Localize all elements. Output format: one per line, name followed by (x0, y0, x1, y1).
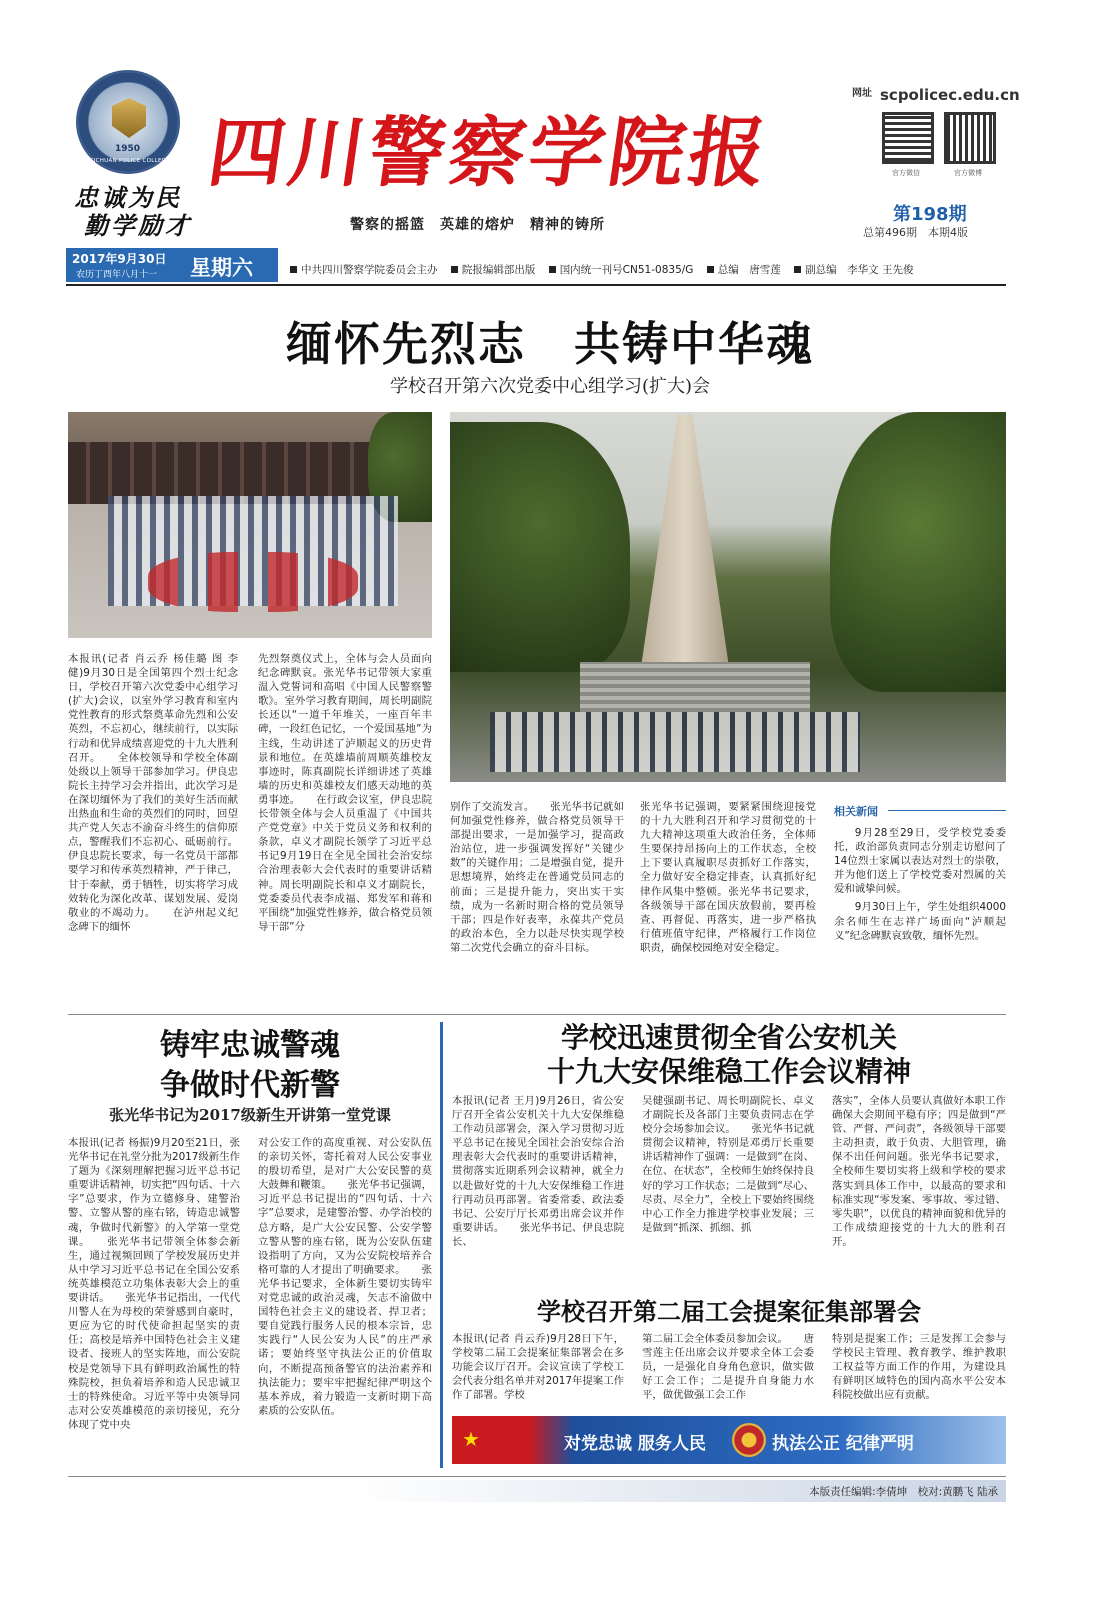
story3-col1 (452, 1094, 624, 1274)
weekday: 星期六 (190, 256, 253, 280)
related-news-p2: 9月30日上午，学生处组织4000余名师生在志祥广场面向“泸顺起义”纪念碑默哀致敬，缅怀先烈。 (834, 901, 1006, 942)
china-flag-icon: ★ (462, 1427, 480, 1451)
story2-col1 (68, 1136, 240, 1468)
date: 2017年9月30日 (72, 252, 167, 266)
main-story-text: 先烈祭奠仪式上，全体与会人员面向纪念碑默哀。张光华书记带领大家重温入党誓词和高唱《中国人民警察警歌》。室外学习教育期间，周长明副院长还以“一道千年堆关，一座百年丰碑，一段红色记忆，一个爱国基地”为主线，生动讲述了泸顺起义的历史背景和地位。在英雄墙前周顺英雄校友事迹时，陈真副院长详细讲述了英雄墙的历史和英雄校友们感天动地的英勇事迹。 在行政会议室，伊良忠院长带领全体与会人员重温了《中国共产党党章》中关于党员义务和权利的条款，卓义才副院长领学了习近平总书记9月19日在全见全国社会治安综合治理表彰大会代表时的重要讲话精神。周长明副院长和卓义才副院长，党委委员代表李成福、郑发军和蒋和平围绕“加强党性修养，做合格党员领导干部”分 (258, 653, 432, 933)
story3-col3 (832, 1094, 1006, 1274)
publisher-item: 国内统一刊号CN51-0835/G (559, 264, 694, 276)
photo-trees-left (450, 422, 630, 672)
logo-emblem (112, 98, 146, 138)
main-story-text: 别作了交流发言。 张光华书记就如何加强党性修养，做合格党员领导干部提出要求，一是加强学习，提高政治站位，进一步强调发挥好“关键少数”的关键作用；二是增强自觉，提升思想境界，始终走在普通党员同志的前面；三是提升能力，突出实干实绩，成为一名新时期合格的党员领导干部；四是作好表率，永葆共产党员的政治本色，全力以赴尽快实现学校第二次党代会确立的奋斗目标。 (450, 801, 624, 954)
publisher-info (280, 262, 913, 277)
publisher-item: 副总编 李华文 王先俊 (805, 264, 914, 276)
photo-memorial-ceremony (68, 412, 432, 638)
vertical-rule (440, 1022, 443, 1468)
bullet-icon (794, 266, 801, 273)
main-story-col1 (68, 652, 238, 1012)
logo-year: 1950 (115, 144, 141, 154)
photo-wreaths (148, 552, 358, 612)
publisher-item: 总编 唐雪莲 (717, 264, 781, 276)
qr-code-weibo (944, 112, 996, 164)
photo-steps (580, 662, 810, 712)
related-news-col (834, 826, 1006, 1016)
story3-headline-2: 十九大安保维稳工作会议精神 (546, 1055, 911, 1088)
qr-label-wechat: 官方微信 (892, 169, 920, 177)
issue-number: 第198期 (893, 204, 967, 225)
photo-people (490, 712, 860, 772)
qr-label-weibo: 官方微博 (954, 169, 982, 177)
main-headline: 缅怀先烈志 共铸中华魂 (286, 317, 814, 371)
story2-col2 (258, 1136, 432, 1468)
story4-text: 第二届工会全体委员参加会议。 唐雪莲主任出席会议并要求全体工会委员，一是强化自身角色意识，做实做好工会工作；二是提升自身能力水平，做优做强工会工作 (642, 1333, 814, 1402)
top-rule (66, 284, 1006, 286)
story4-text: 本报讯(记者 肖云乔)9月28日下午，学校第二届工会提案征集部署会在多功能会议厅召开。会议宣读了学校工会代表分组名单并对2017年提案工作作了部署。学校 (452, 1333, 624, 1402)
main-story-text: 张光华书记强调，要紧紧围绕迎接党的十九大胜利召开和学习贯彻党的十九大精神这项重大政治任务，全体师生要保持昂扬向上的工作状态，全校上下要认真履职尽责抓好工作落实，全力做好安全稳定排查，认真抓好纪律作风集中整顿。张光华书记要求，各级领导干部在国庆放假前，要再检查、再督促、再落实，进一步严格执行值班值守纪律，严格履行工作岗位职责，确保校园绝对安全稳定。 (640, 801, 816, 954)
story2-text: 对公安工作的高度重视、对公安队伍的亲切关怀，寄托着对人民公安事业的殷切希望，是对广大公安民警的莫大鼓舞和鞭策。 张光华书记强调，习近平总书记提出的“四句话、十六字”总要求，是建警治警、办学治校的总方略，是广大公安民警、公安学警立警从警的座右铭，既为公安队伍建设指明了方向，又为公安院校培养合格可靠的人才提出了明确要求。 张光华书记要求，全体新生要切实铸牢对党忠诚的政治灵魂，矢志不渝做中国特色社会主义的建设者、捍卫者；要自觉践行服务人民的根本宗旨，忠实践行“人民公安为人民”的庄严承诺；要始终坚守执法公正的价值取向，不断提高预备警官的法治素养和执法能力；要牢牢把握纪律严明这个基本养成，着力锻造一支新时期下高素质的公安队伍。 (258, 1137, 432, 1417)
story3-col2 (642, 1094, 814, 1274)
police-badge-icon (732, 1423, 766, 1457)
footer-editors: 本版责任编辑:李倩坤 校对:黄鹏飞 陆承 (809, 1486, 998, 1498)
photo-trees-right (830, 412, 1006, 692)
slogan-banner (452, 1416, 1006, 1464)
story4-headline: 学校召开第二届工会提案征集部署会 (537, 1298, 921, 1326)
issue-sub: 总第496期 本期4版 (863, 226, 968, 239)
story4-col2 (642, 1332, 814, 1408)
motto-line2: 勤学励才 (84, 211, 192, 240)
logo-text: SICHUAN POLICE COLLEGE (89, 158, 171, 164)
story4-col1 (452, 1332, 624, 1408)
bullet-icon (451, 266, 458, 273)
lunar-date: 农历丁酉年八月十一 (76, 270, 158, 280)
story3-text: 落实”，全体人员要认真做好本职工作确保大会期间平稳有序；四是做到“严管、严督、严问责”，各级领导干部要主动担责，敢于负责、大胆管理，确保不出任何问题。张光华书记要求，全校师生要切实将上级和学校的要求落实到具体工作中，以最高的要求和标准实现“零发案、零事故、零过错、零失职”，以优良的精神面貌和优异的工作成绩迎接党的十九大的胜利召开。 (832, 1095, 1006, 1248)
url-label: 网址 (852, 88, 872, 99)
main-story-text: 本报讯(记者 肖云乔 杨佳璐 图 李健)9月30日是全国第四个烈士纪念日，学校召开第六次党委中心组学习(扩大)会议，以室外学习教育和室内党性教育的形式祭奠革命先烈和公安英烈，不忘初心，继续前行，以实际行动和优异成绩喜迎党的十九大胜利召开。 全体校领导和学校全体副处级以上领导干部参加学习。伊良忠院长主持学习会并指出，此次学习是在深切缅怀为了我们的美好生活而献出热血和生命的英烈们的同时，回望共产党人矢志不渝奋斗终生的信仰原点，警醒我们不忘初心、砥砺前行。伊良忠院长要求，每一名党员干部都要学习和传承英烈精神，严于律己，甘于奉献，勇于牺牲，切实将学习成效转化为深化改革、谋划发展、爱岗敬业的不竭动力。 在泸州起义纪念碑下的缅怀 (68, 653, 238, 933)
main-subhead: 学校召开第六次党委中心组学习(扩大)会 (389, 376, 711, 397)
website-url[interactable]: scpolicec.edu.cn (880, 86, 1020, 104)
footer-rule (68, 1476, 1006, 1477)
bullet-icon (549, 266, 556, 273)
mid-rule (68, 1014, 1006, 1015)
dateline-box (66, 248, 278, 282)
story4-col3 (832, 1332, 1006, 1408)
photo-obelisk (640, 414, 730, 674)
story2-text: 本报讯(记者 杨振)9月20至21日，张光华书记在礼堂分批为2017级新生作了题为《深刻理解把握习近平总书记重要讲话精神，切实把“四句话、十六字”总要求，作为立德修身、建警治警、立警从警的座右铭，铸造忠诚警魂，争做时代新警》的入学第一堂党课。 张光华书记带领全体参会新生，通过视频回顾了学校发展历史并从中学习习近平总书记在全国公安系统英雄模范立功集体表彰大会上的重要讲话。 张光华书记指出，一代代川警人在为母校的荣誉感到自豪时，更应为它的时代使命担起坚实的责任；高校是培养中国特色社会主义建设者、接班人的坚实阵地，而公安院校是党领导下具有鲜明政治属性的特殊院校，担负着培养和造人民忠诚卫士的特殊使命。习近平等中央领导同志对公安英雄模范的亲切接见，充分体现了党中央 (68, 1137, 240, 1431)
college-logo (76, 70, 180, 174)
publisher-item: 院报编辑部出版 (461, 264, 536, 276)
story2-headline-1: 铸牢忠诚警魂 (160, 1028, 340, 1063)
bullet-icon (290, 266, 297, 273)
footer-bar (68, 1480, 1006, 1502)
story3-headline-1: 学校迅速贯彻全省公安机关 (560, 1021, 897, 1054)
story3-text: 吴健强副书记、周长明副院长、卓义才副院长及各部门主要负责同志在学校分会场参加会议。 张光华书记就贯彻会议精神，特别是邓勇厅长重要讲话精神作了强调：一是做到“在岗、在位、在状态”，全校师生始终保持良好的学习工作状态；二是做到“尽心、尽责、尽全力”，全校上下要始终围绕中心工作全力推进学校事业发展；三是做到“抓深、抓细、抓 (642, 1095, 814, 1234)
banner-text-1: 对党忠诚 服务人民 (564, 1434, 706, 1454)
story2-subhead: 张光华书记为2017级新生开讲第一堂党课 (109, 1106, 391, 1124)
main-story-col2 (258, 652, 432, 1012)
qr-code-wechat (882, 112, 934, 164)
related-news-p1: 9月28至29日，受学校党委委托，政治部负责同志分别走访慰问了14位烈士家属以表达对烈士的崇敬，并为他们送上了学校党委对烈属的关爱和诚挚问候。 (834, 827, 1006, 896)
masthead-title: 四川警察学院报 (202, 108, 776, 197)
publisher-item: 中共四川警察学院委员会主办 (301, 264, 438, 276)
main-story-col4 (640, 800, 816, 1012)
story2-headline-2: 争做时代新警 (160, 1068, 340, 1103)
banner-text-2: 执法公正 纪律严明 (772, 1434, 914, 1454)
story3-text: 本报讯(记者 王月)9月26日，省公安厅召开全省公安机关十九大安保维稳工作动员部署会，深入学习贯彻习近平总书记在接见全国社会治安综合治理表彰大会代表时的重要讲话精神，贯彻落实近期系列会议精神，就全力以赴做好党的十九大安保维稳工作进行再动员再部署。省委常委、政法委书记、公安厅厅长邓勇出席会议并作重要讲话。 张光华书记、伊良忠院长、 (452, 1095, 624, 1248)
story4-text: 特别是提案工作；三是发挥工会参与学校民主管理、教育教学、维护教职工权益等方面工作的作用，为建设具有鲜明区域特色的国内高水平公安本科院校做出应有贡献。 (832, 1333, 1006, 1402)
related-news-label: 相关新闻 (834, 805, 878, 818)
motto-line1: 忠诚为民 (74, 183, 182, 212)
related-news-rule (888, 810, 1006, 811)
bullet-icon (707, 266, 714, 273)
photo-monument (450, 412, 1006, 782)
main-story-col3 (450, 800, 624, 1012)
slogan: 警察的摇篮 英雄的熔炉 精神的铸所 (350, 217, 605, 233)
